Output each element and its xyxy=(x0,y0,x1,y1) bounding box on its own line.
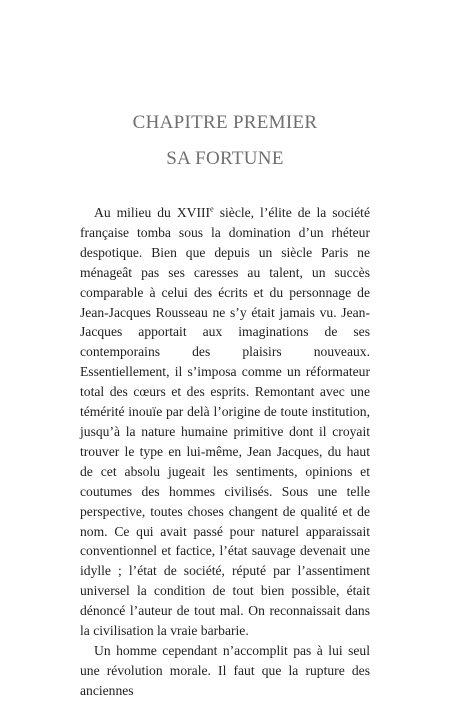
paragraph-2: Un homme cependant n’accomplit pas à lui seul une révolution morale. Il faut que la rupture des anciennes xyxy=(80,642,370,698)
chapter-body xyxy=(80,203,370,701)
chapter-label: CHAPITRE PREMIER xyxy=(132,112,318,133)
paragraph-1 xyxy=(80,203,370,641)
chapter-title: SA FORTUNE xyxy=(166,148,284,169)
paragraph-1-start: Au milieu du XVIII xyxy=(94,205,211,220)
century-superscript: e xyxy=(210,203,214,214)
paragraph-1-rest: siècle, l’élite de la société française tomba sous la domination d’un rhéteur despotique. Bien que depuis un siècle Paris ne ménageât pas ses caresses au talent, un succès comparable à celui des écrits et du personnage de Jean-Jacques Rousseau ne s’y était jamais vu. Jean-Jacques apportait aux imaginations de ses contemporains des plaisirs nouveaux. Essentiellement, il s’imposa comme un réformateur total des cœurs et des esprits. Remontant avec une témérité inouïe par delà l’origine de toute institution, jusqu’à la nature humaine primitive dont il croyait trouver le type en lui-même, Jean Jacques, du haut de cet absolu jugeait les sentiments, opinions et coutumes des hommes civilisés. Sous une telle perspective, toutes choses changent de qualité et de nom. Ce qui avait passé pour naturel apparaissait conventionnel et factice, l’état sauvage devenait une idylle ; l’état de société, réputé par l’assentiment universel la condition de tout bien possible, était dénoncé l’auteur de tout mal. On reconnaissait dans la civilisation la vraie barbarie. xyxy=(80,205,370,639)
